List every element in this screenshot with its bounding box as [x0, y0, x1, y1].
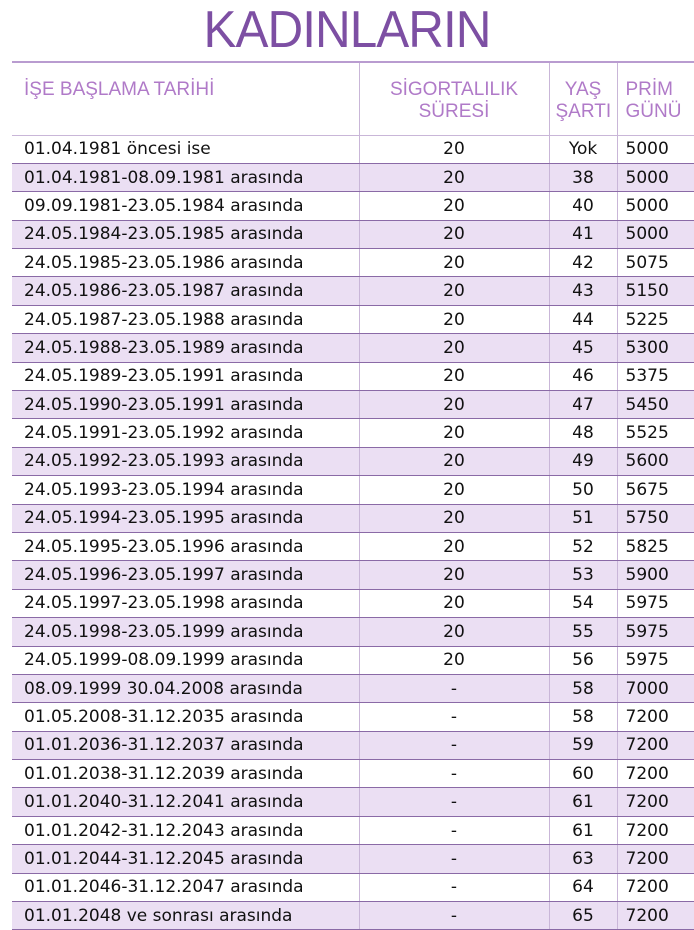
cell-insurance-period: 20 — [359, 532, 549, 560]
table-row — [12, 249, 694, 277]
column-header-insurance-period-line1: SİGORTALILIK — [389, 79, 519, 100]
cell-start-date: 01.01.2038-31.12.2039 arasında — [12, 760, 359, 788]
cell-start-date: 24.05.1987-23.05.1988 arasında — [12, 305, 359, 333]
column-header-start-date-label: İŞE BAŞLAMA TARİHİ — [24, 79, 215, 100]
table-row — [12, 504, 694, 532]
table-row — [12, 703, 694, 731]
table-row — [12, 532, 694, 560]
cell-age-requirement: 38 — [549, 163, 617, 191]
table-row — [12, 192, 694, 220]
cell-premium-days: 5000 — [617, 163, 694, 191]
cell-premium-days: 5225 — [617, 305, 694, 333]
cell-age-requirement: 47 — [549, 391, 617, 419]
cell-premium-days: 5075 — [617, 249, 694, 277]
cell-start-date: 01.01.2044-31.12.2045 arasında — [12, 845, 359, 873]
cell-insurance-period: 20 — [359, 391, 549, 419]
table-row — [12, 277, 694, 305]
cell-start-date: 24.05.1985-23.05.1986 arasında — [12, 249, 359, 277]
table-row — [12, 419, 694, 447]
cell-age-requirement: 52 — [549, 532, 617, 560]
table-row — [12, 646, 694, 674]
cell-premium-days: 5600 — [617, 447, 694, 475]
table-row — [12, 476, 694, 504]
table-row — [12, 334, 694, 362]
cell-age-requirement: 54 — [549, 589, 617, 617]
cell-premium-days: 7200 — [617, 731, 694, 759]
cell-start-date: 08.09.1999 30.04.2008 arasında — [12, 674, 359, 702]
cell-insurance-period: 20 — [359, 135, 549, 163]
cell-premium-days: 5750 — [617, 504, 694, 532]
column-header-premium-days-line2: GÜNÜ — [625, 101, 682, 122]
table-row — [12, 447, 694, 475]
cell-start-date: 24.05.1990-23.05.1991 arasında — [12, 391, 359, 419]
cell-start-date: 24.05.1984-23.05.1985 arasında — [12, 220, 359, 248]
table-row — [12, 845, 694, 873]
cell-insurance-period: 20 — [359, 476, 549, 504]
cell-insurance-period: 20 — [359, 334, 549, 362]
column-header-age-requirement-line2: ŞARTI — [555, 101, 612, 122]
cell-start-date: 24.05.1986-23.05.1987 arasında — [12, 277, 359, 305]
cell-premium-days: 5825 — [617, 532, 694, 560]
cell-age-requirement: 65 — [549, 902, 617, 930]
cell-insurance-period: 20 — [359, 362, 549, 390]
cell-start-date: 24.05.1991-23.05.1992 arasında — [12, 419, 359, 447]
cell-age-requirement: 43 — [549, 277, 617, 305]
table-row — [12, 902, 694, 930]
table-body — [12, 135, 694, 930]
retirement-table — [12, 61, 694, 930]
cell-start-date: 01.01.2042-31.12.2043 arasında — [12, 816, 359, 844]
cell-age-requirement: 48 — [549, 419, 617, 447]
cell-age-requirement: 58 — [549, 703, 617, 731]
cell-age-requirement: 63 — [549, 845, 617, 873]
column-header-age-requirement — [549, 62, 617, 135]
cell-age-requirement: 59 — [549, 731, 617, 759]
cell-premium-days: 7000 — [617, 674, 694, 702]
table-row — [12, 561, 694, 589]
cell-premium-days: 5300 — [617, 334, 694, 362]
table-row — [12, 674, 694, 702]
cell-age-requirement: 58 — [549, 674, 617, 702]
header-row — [12, 62, 694, 135]
table-row — [12, 816, 694, 844]
cell-start-date: 01.01.2046-31.12.2047 arasında — [12, 873, 359, 901]
cell-premium-days: 5375 — [617, 362, 694, 390]
cell-age-requirement: 46 — [549, 362, 617, 390]
cell-premium-days: 7200 — [617, 873, 694, 901]
cell-age-requirement: 61 — [549, 816, 617, 844]
cell-start-date: 01.05.2008-31.12.2035 arasında — [12, 703, 359, 731]
cell-age-requirement: 45 — [549, 334, 617, 362]
cell-start-date: 01.01.2036-31.12.2037 arasında — [12, 731, 359, 759]
cell-start-date: 24.05.1998-23.05.1999 arasında — [12, 618, 359, 646]
table-row — [12, 220, 694, 248]
cell-premium-days: 5000 — [617, 192, 694, 220]
cell-start-date: 24.05.1999-08.09.1999 arasında — [12, 646, 359, 674]
cell-insurance-period: 20 — [359, 249, 549, 277]
cell-insurance-period: - — [359, 788, 549, 816]
cell-start-date: 01.04.1981 öncesi ise — [12, 135, 359, 163]
table-row — [12, 788, 694, 816]
table-header — [12, 62, 694, 135]
cell-insurance-period: 20 — [359, 277, 549, 305]
cell-insurance-period: 20 — [359, 305, 549, 333]
page-title: KADINLARIN — [203, 1, 491, 59]
cell-insurance-period: - — [359, 703, 549, 731]
cell-premium-days: 5000 — [617, 135, 694, 163]
cell-premium-days: 5975 — [617, 589, 694, 617]
cell-insurance-period: 20 — [359, 447, 549, 475]
cell-start-date: 01.01.2040-31.12.2041 arasında — [12, 788, 359, 816]
cell-start-date: 24.05.1994-23.05.1995 arasında — [12, 504, 359, 532]
cell-start-date: 01.01.2048 ve sonrası arasında — [12, 902, 359, 930]
cell-premium-days: 7200 — [617, 760, 694, 788]
cell-premium-days: 5900 — [617, 561, 694, 589]
table-row — [12, 589, 694, 617]
cell-start-date: 24.05.1988-23.05.1989 arasında — [12, 334, 359, 362]
cell-insurance-period: - — [359, 674, 549, 702]
cell-start-date: 24.05.1997-23.05.1998 arasında — [12, 589, 359, 617]
cell-age-requirement: 55 — [549, 618, 617, 646]
cell-start-date: 09.09.1981-23.05.1984 arasında — [12, 192, 359, 220]
cell-insurance-period: 20 — [359, 561, 549, 589]
cell-age-requirement: 40 — [549, 192, 617, 220]
cell-start-date: 24.05.1992-23.05.1993 arasında — [12, 447, 359, 475]
cell-age-requirement: 53 — [549, 561, 617, 589]
cell-insurance-period: 20 — [359, 646, 549, 674]
cell-premium-days: 5675 — [617, 476, 694, 504]
cell-start-date: 24.05.1989-23.05.1991 arasında — [12, 362, 359, 390]
cell-insurance-period: 20 — [359, 618, 549, 646]
cell-start-date: 01.04.1981-08.09.1981 arasında — [12, 163, 359, 191]
cell-age-requirement: 49 — [549, 447, 617, 475]
cell-insurance-period: 20 — [359, 163, 549, 191]
cell-age-requirement: 51 — [549, 504, 617, 532]
cell-age-requirement: 64 — [549, 873, 617, 901]
cell-premium-days: 5000 — [617, 220, 694, 248]
cell-age-requirement: 41 — [549, 220, 617, 248]
table-row — [12, 391, 694, 419]
cell-start-date: 24.05.1995-23.05.1996 arasında — [12, 532, 359, 560]
column-header-age-requirement-line1: YAŞ — [564, 79, 602, 100]
cell-insurance-period: 20 — [359, 589, 549, 617]
cell-premium-days: 5975 — [617, 646, 694, 674]
cell-insurance-period: - — [359, 816, 549, 844]
table-row — [12, 305, 694, 333]
cell-insurance-period: - — [359, 902, 549, 930]
cell-start-date: 24.05.1993-23.05.1994 arasında — [12, 476, 359, 504]
cell-insurance-period: - — [359, 873, 549, 901]
table-row — [12, 618, 694, 646]
cell-age-requirement: 50 — [549, 476, 617, 504]
column-header-insurance-period-line2: SÜRESİ — [418, 101, 490, 122]
cell-insurance-period: 20 — [359, 220, 549, 248]
cell-premium-days: 7200 — [617, 816, 694, 844]
cell-insurance-period: 20 — [359, 419, 549, 447]
cell-premium-days: 7200 — [617, 703, 694, 731]
table-row — [12, 760, 694, 788]
cell-premium-days: 5525 — [617, 419, 694, 447]
cell-insurance-period: - — [359, 731, 549, 759]
cell-start-date: 24.05.1996-23.05.1997 arasında — [12, 561, 359, 589]
column-header-premium-days — [617, 62, 694, 135]
cell-premium-days: 7200 — [617, 902, 694, 930]
cell-premium-days: 5975 — [617, 618, 694, 646]
cell-insurance-period: 20 — [359, 504, 549, 532]
cell-age-requirement: 44 — [549, 305, 617, 333]
table-row — [12, 873, 694, 901]
cell-premium-days: 5150 — [617, 277, 694, 305]
cell-age-requirement: 60 — [549, 760, 617, 788]
cell-premium-days: 7200 — [617, 788, 694, 816]
cell-insurance-period: - — [359, 760, 549, 788]
column-header-insurance-period — [359, 62, 549, 135]
cell-insurance-period: 20 — [359, 192, 549, 220]
cell-age-requirement: 56 — [549, 646, 617, 674]
table-row — [12, 135, 694, 163]
column-header-start-date — [12, 62, 359, 135]
column-header-premium-days-line1: PRİM — [625, 79, 673, 100]
cell-premium-days: 5450 — [617, 391, 694, 419]
cell-age-requirement: Yok — [549, 135, 617, 163]
cell-age-requirement: 61 — [549, 788, 617, 816]
cell-premium-days: 7200 — [617, 845, 694, 873]
cell-insurance-period: - — [359, 845, 549, 873]
table-row — [12, 362, 694, 390]
table-row — [12, 731, 694, 759]
table-row — [12, 163, 694, 191]
cell-age-requirement: 42 — [549, 249, 617, 277]
